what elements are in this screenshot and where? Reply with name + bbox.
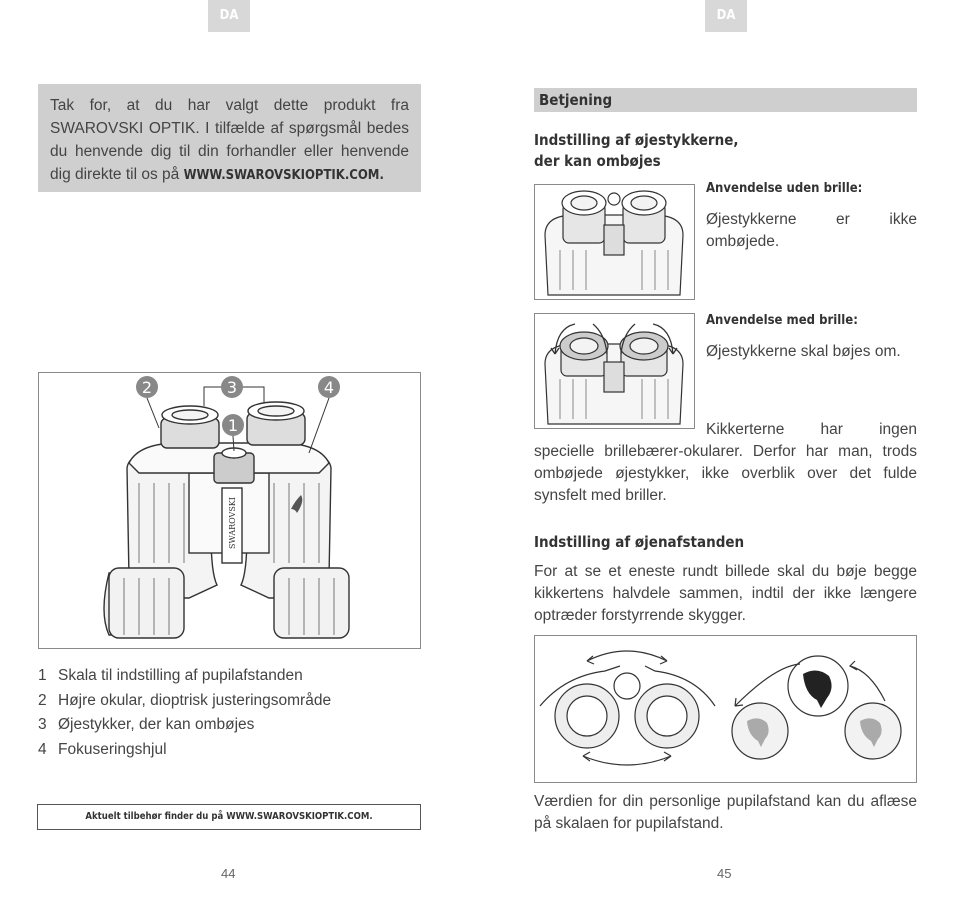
with-glasses-title: Anvendelse med brille: <box>706 313 858 328</box>
ipd-figure <box>534 635 917 783</box>
eyecups-folded-illustration <box>535 314 693 427</box>
intro-text: Tak for, at du har valgt dette produkt fra SWAROVSKI OPTIK. I tilfælde af spørgsmål bedes du henvende dig til din forhandler eller henvende dig direkte til os på <box>50 97 409 183</box>
legend-item: 4 Fokuseringshjul <box>38 740 167 758</box>
binocular-figure <box>38 372 421 649</box>
legend-item: 1 Skala til indstilling af pupilafstanden <box>38 667 303 684</box>
accessories-footer: Aktuelt tilbehør finder du på WWW.SWAROVSKIOPTIK.COM. <box>37 804 421 830</box>
ipd-illustration <box>535 636 915 781</box>
language-tag: DA <box>208 0 250 32</box>
page-number: 44 <box>221 866 236 881</box>
ipd-value-text: Værdien for din personlige pupilafstand kan du aflæse på skalaen for pupilafstand. <box>534 793 917 832</box>
page-number: 45 <box>717 866 732 881</box>
eyecups-up-figure <box>534 184 695 300</box>
callout-2: 2 <box>141 378 153 397</box>
without-glasses-text: Øjestykkerne er ikke ombøjede. <box>706 211 917 250</box>
with-glasses-text: Øjestykkerne skal bøjes om. <box>706 343 901 360</box>
section-title: Betjening <box>534 88 917 112</box>
eyecup-heading: Indstilling af øjestykkerne, der kan ombøjes <box>534 131 739 170</box>
legend-item: 2 Højre okular, dioptrisk justeringsområde <box>38 691 332 709</box>
callout-3: 3 <box>226 378 238 397</box>
figure-legend <box>38 664 331 762</box>
binocular-illustration <box>39 373 419 647</box>
legend-item: 3 Øjestykker, der kan ombøjes <box>38 716 255 733</box>
intro-box <box>38 84 421 192</box>
intro-url[interactable]: WWW.SWAROVSKIOPTIK.COM. <box>183 168 384 183</box>
brand-label: SWAROVSKI <box>228 497 237 549</box>
no-special-eyepieces-text: Kikkerterne har ingen specielle brillebærer-okularer. Derfor har man, trods ombøjede øjestykker, ikke overblik over det fulde synsfelt med briller. <box>534 421 917 504</box>
callout-1: 1 <box>227 416 239 435</box>
language-tag: DA <box>705 0 747 32</box>
ipd-text: For at se et eneste rundt billede skal du bøje begge kikkertens halvdele sammen, indtil der ikke længere optræder forstyrrende skygger. <box>534 563 917 624</box>
ipd-heading: Indstilling af øjenafstanden <box>534 533 745 551</box>
eyecups-folded-figure <box>534 313 695 429</box>
callout-4: 4 <box>323 378 335 397</box>
eyecups-up-illustration <box>535 185 693 298</box>
without-glasses-title: Anvendelse uden brille: <box>706 181 863 196</box>
